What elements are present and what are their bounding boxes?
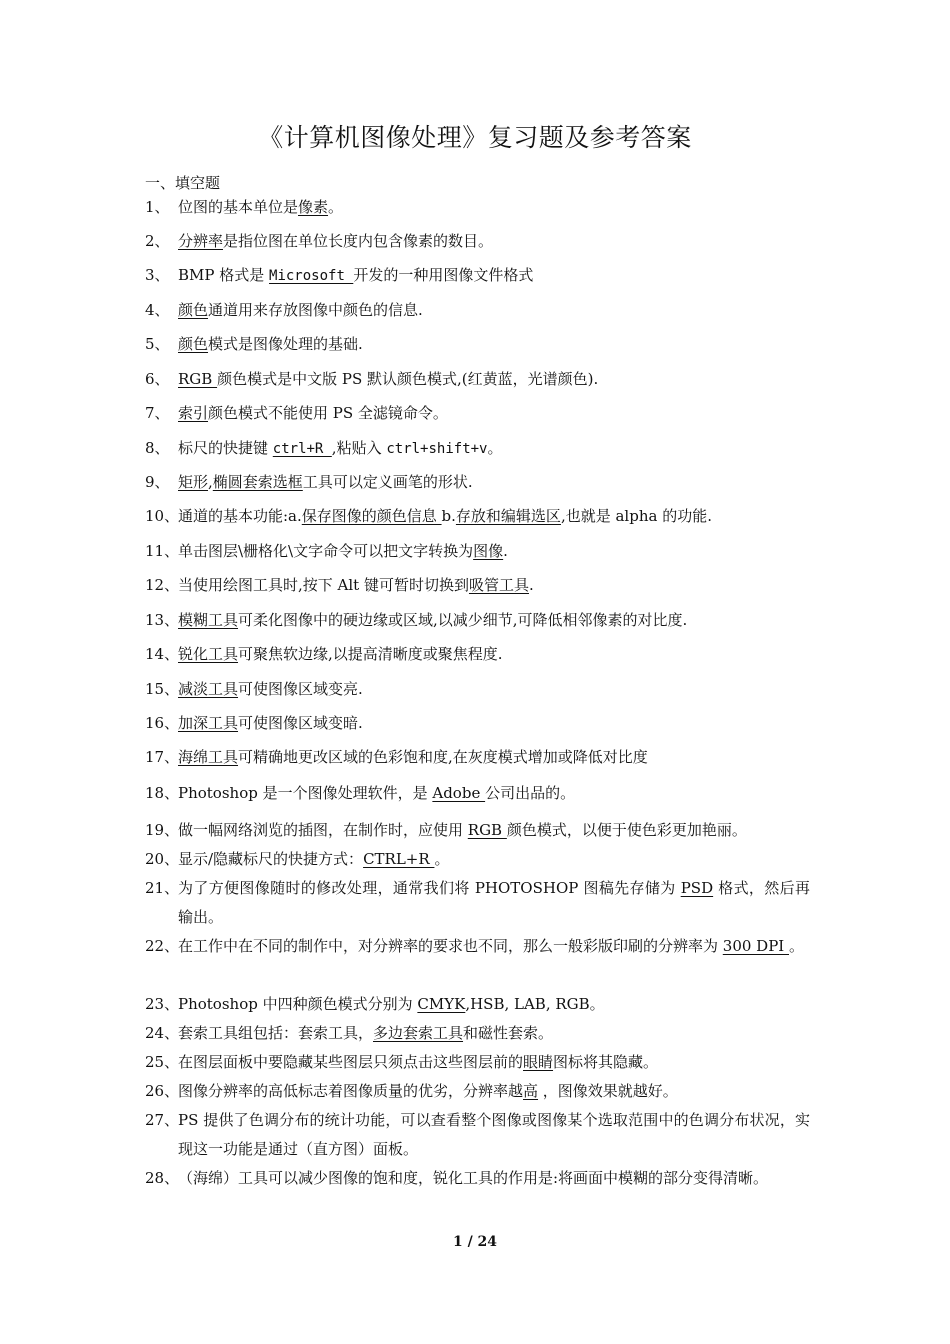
- question-fragment: 通道的基本功能:a.: [178, 507, 302, 525]
- question-fragment: 可柔化图像中的硬边缘或区域,以减少细节,可降低相邻像素的对比度.: [238, 611, 688, 629]
- question-fragment: 格式，然后再输出。: [178, 879, 810, 926]
- answer-blank: 图像: [473, 542, 504, 560]
- question-item: [145, 537, 810, 566]
- question-number: 27、: [145, 1111, 180, 1129]
- question-text: [178, 261, 810, 291]
- question-fragment: 开发的一种用图像文件格式: [353, 266, 534, 284]
- question-fragment: Photoshop 是一个图像处理软件，是: [178, 784, 433, 802]
- question-item: [145, 874, 810, 932]
- question-fragment: 单击图层\栅格化\文字命令可以把文字转换为: [178, 542, 474, 560]
- answer-blank: 减淡工具: [178, 680, 239, 698]
- question-fragment: 为了方便图像随时的修改处理，通常我们将 PHOTOSHOP 图稿先存储为: [178, 879, 681, 897]
- question-fragment: 可聚焦软边缘,以提高清晰度或聚焦程度.: [238, 645, 503, 663]
- answer-blank: PSD: [680, 879, 714, 897]
- question-fragment: 模式是图像处理的基础.: [208, 335, 363, 353]
- answer-blank: 矩形: [178, 473, 209, 491]
- question-item: [145, 709, 810, 738]
- question-item: [145, 779, 810, 808]
- question-fragment: .: [528, 576, 534, 594]
- question-number: 14、: [145, 645, 180, 663]
- question-text: [178, 537, 810, 566]
- question-item: [145, 1164, 810, 1193]
- answer-blank: RGB: [467, 821, 507, 839]
- question-fragment: 通道用来存放图像中颜色的信息.: [208, 301, 423, 319]
- answer-blank: 加深工具: [178, 714, 239, 732]
- question-fragment: 工具可以定义画笔的形状.: [302, 473, 473, 491]
- question-item: [145, 261, 810, 291]
- question-text: [178, 606, 810, 635]
- question-number: 16、: [145, 714, 180, 732]
- question-fragment: 。: [487, 439, 503, 457]
- answer-blank: 像素: [298, 198, 329, 216]
- question-number: 9、: [145, 473, 170, 491]
- answer-blank: ctrl+R: [272, 441, 332, 457]
- question-fragment: 和磁性套索。: [463, 1024, 554, 1042]
- question-fragment: .: [503, 542, 508, 560]
- question-text: [178, 1019, 810, 1048]
- question-item: [145, 296, 810, 325]
- answer-blank: CTRL+R: [363, 850, 435, 868]
- question-fragment: b.: [441, 507, 456, 525]
- answer-blank: 高: [523, 1082, 539, 1100]
- question-item: [145, 399, 810, 428]
- answer-blank: RGB: [178, 370, 218, 388]
- question-item: [145, 743, 810, 772]
- question-number: 3、: [145, 266, 170, 284]
- question-number: 28、: [145, 1169, 180, 1187]
- question-fragment: 做一幅网络浏览的插图，在制作时，应使用: [178, 821, 468, 839]
- answer-blank: Adobe: [432, 784, 486, 802]
- question-number: 17、: [145, 748, 180, 766]
- question-number: 12、: [145, 576, 180, 594]
- question-text: [178, 816, 810, 845]
- question-fragment: BMP 格式是: [178, 266, 270, 284]
- question-number: 2、: [145, 232, 170, 250]
- question-item: [145, 434, 810, 464]
- question-item: [145, 193, 810, 222]
- question-number: 6、: [145, 370, 170, 388]
- question-text: [178, 640, 810, 669]
- question-text: [178, 330, 810, 359]
- question-text: [178, 845, 810, 874]
- question-fragment: 套索工具组包括：套索工具，: [178, 1024, 374, 1042]
- document-title: 《计算机图像处理》复习题及参考答案: [258, 123, 692, 152]
- question-fragment: Photoshop 中四种颜色模式分别为: [178, 995, 418, 1013]
- question-text: [178, 709, 810, 738]
- question-item: [145, 990, 810, 1019]
- question-item: [145, 816, 810, 845]
- section-heading: 一、填空题: [145, 174, 221, 192]
- question-number: 10、: [145, 507, 180, 525]
- question-fragment: 颜色模式不能使用 PS 全滤镜命令。: [208, 404, 448, 422]
- question-fragment: ctrl+shift+v: [386, 441, 488, 457]
- answer-blank: 300 DPI: [722, 937, 789, 955]
- question-fragment: 。: [789, 937, 805, 955]
- question-item: [145, 932, 810, 961]
- question-fragment: 颜色模式，以便于使色彩更加艳丽。: [506, 821, 747, 839]
- question-item: [145, 606, 810, 635]
- question-fragment: 公司出品的。: [485, 784, 576, 802]
- question-text: [178, 399, 810, 428]
- question-text: [178, 468, 810, 497]
- question-item: [145, 640, 810, 669]
- question-number: 25、: [145, 1053, 180, 1071]
- answer-blank: 保存图像的颜色信息: [301, 507, 442, 525]
- question-fragment: 。: [328, 198, 344, 216]
- question-fragment: ,粘贴入: [331, 439, 387, 457]
- question-text: [178, 571, 810, 600]
- answer-blank: 颜色: [178, 301, 209, 319]
- question-fragment: 图像分辨率的高低标志着图像质量的优劣，分辨率越: [178, 1082, 524, 1100]
- question-fragment: 图标将其隐藏。: [553, 1053, 659, 1071]
- question-item: [145, 571, 810, 600]
- answer-blank: Microsoft: [269, 268, 354, 284]
- question-text: [178, 434, 810, 464]
- question-number: 5、: [145, 335, 170, 353]
- question-fragment: 颜色模式是中文版 PS 默认颜色模式,(红黄蓝，光谱颜色).: [217, 370, 599, 388]
- question-text: [178, 779, 810, 808]
- question-fragment: 显示/隐藏标尺的快捷方式：: [178, 850, 364, 868]
- question-item: [145, 468, 810, 497]
- question-text: [178, 874, 810, 932]
- question-item: [145, 502, 810, 531]
- question-text: [178, 502, 810, 531]
- question-fragment: （海绵）工具可以减少图像的饱和度，锐化工具的作用是:将画面中模糊的部分变得清晰。: [178, 1169, 769, 1187]
- question-text: [178, 1077, 810, 1106]
- question-text: [178, 227, 810, 256]
- question-fragment: 是指位图在单位长度内包含像素的数目。: [223, 232, 494, 250]
- question-item: [145, 330, 810, 359]
- question-text: [178, 296, 810, 325]
- question-fragment: ,: [208, 473, 213, 491]
- question-item: [145, 1048, 810, 1077]
- question-number: 15、: [145, 680, 180, 698]
- answer-blank: 存放和编辑选区: [455, 507, 561, 525]
- answer-blank: 索引: [178, 404, 209, 422]
- question-number: 22、: [145, 937, 180, 955]
- answer-blank: 海绵工具: [178, 748, 239, 766]
- question-number: 7、: [145, 404, 170, 422]
- question-fragment: ，图像效果就越好。: [538, 1082, 678, 1100]
- question-item: [145, 1019, 810, 1048]
- question-number: 18、: [145, 784, 180, 802]
- question-fragment: 标尺的快捷键: [178, 439, 273, 457]
- answer-blank: 模糊工具: [178, 611, 239, 629]
- question-number: 1、: [145, 198, 170, 216]
- question-fragment: ,也就是 alpha 的功能.: [560, 507, 712, 525]
- question-fragment: 可使图像区域变暗.: [238, 714, 363, 732]
- question-fragment: 可精确地更改区域的色彩饱和度,在灰度模式增加或降低对比度: [238, 748, 648, 766]
- question-fragment: PS 提供了色调分布的统计功能，可以查看整个图像或图像某个选取范围中的色调分布状况，实现这一功能是通过（直方图）面板。: [178, 1111, 810, 1158]
- question-text: [178, 932, 810, 961]
- question-text: [178, 743, 810, 772]
- question-item: [145, 1077, 810, 1106]
- answer-blank: 分辨率: [178, 232, 224, 250]
- question-text: [178, 1106, 810, 1164]
- question-item: [145, 365, 810, 394]
- question-fragment: 位图的基本单位是: [178, 198, 299, 216]
- answer-blank: 吸管工具: [468, 576, 529, 594]
- answer-blank: 锐化工具: [178, 645, 239, 663]
- question-item: [145, 1106, 810, 1164]
- question-item: [145, 227, 810, 256]
- question-text: [178, 675, 810, 704]
- question-fragment: 。: [434, 850, 450, 868]
- question-fragment: 在图层面板中要隐藏某些图层只须点击这些图层前的: [178, 1053, 524, 1071]
- question-fragment: 在工作中在不同的制作中，对分辨率的要求也不同，那么一般彩版印刷的分辨率为: [178, 937, 723, 955]
- answer-blank: 颜色: [178, 335, 209, 353]
- question-text: [178, 365, 810, 394]
- answer-blank: 眼睛: [523, 1053, 554, 1071]
- question-number: 20、: [145, 850, 180, 868]
- question-number: 19、: [145, 821, 180, 839]
- question-number: 11、: [145, 542, 180, 560]
- question-text: [178, 1048, 810, 1077]
- answer-blank: CMYK: [417, 995, 466, 1013]
- question-fragment: 当使用绘图工具时,按下 Alt 键可暂时切换到: [178, 576, 469, 594]
- page-number: 1 / 24: [452, 1234, 498, 1250]
- question-number: 26、: [145, 1082, 180, 1100]
- question-number: 4、: [145, 301, 170, 319]
- question-number: 24、: [145, 1024, 180, 1042]
- question-number: 8、: [145, 439, 170, 457]
- answer-blank: 多边套索工具: [373, 1024, 464, 1042]
- question-fragment: ,HSB, LAB, RGB。: [465, 995, 605, 1013]
- question-number: 21、: [145, 879, 180, 897]
- question-text: [178, 193, 810, 222]
- question-text: [178, 990, 810, 1019]
- question-item: [145, 675, 810, 704]
- question-item: [145, 845, 810, 874]
- question-text: [178, 1164, 810, 1193]
- answer-blank: 椭圆套索选框: [212, 473, 303, 491]
- question-number: 13、: [145, 611, 180, 629]
- question-fragment: 可使图像区域变亮.: [238, 680, 363, 698]
- question-number: 23、: [145, 995, 180, 1013]
